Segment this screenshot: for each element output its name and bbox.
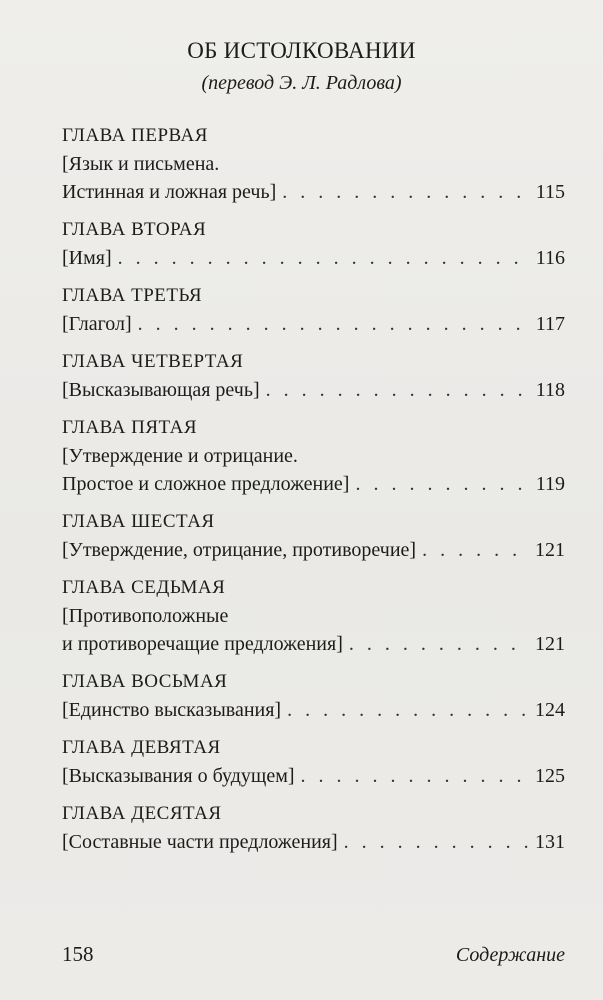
chapter-title: Простое и сложное предложение]	[62, 473, 350, 495]
chapter-heading: ГЛАВА ЧЕТВЕРТАЯ	[62, 351, 244, 372]
toc-chapter	[62, 508, 565, 564]
toc-entry-row[interactable]	[62, 536, 565, 564]
toc-entry-row[interactable]	[62, 762, 565, 790]
chapter-heading: ГЛАВА СЕДЬМАЯ	[62, 577, 226, 598]
toc-chapter	[62, 574, 565, 658]
chapter-heading: ГЛАВА ДЕВЯТАЯ	[62, 737, 221, 758]
toc-chapter	[62, 282, 565, 338]
section-title: ОБ ИСТОЛКОВАНИИ	[187, 38, 416, 63]
dot-leader	[344, 828, 529, 856]
chapter-title: Истинная и ложная речь]	[62, 181, 277, 203]
running-title: Содержание	[455, 944, 565, 966]
chapter-heading: ГЛАВА ШЕСТАЯ	[62, 511, 215, 532]
table-of-contents	[62, 122, 565, 856]
chapter-heading: ГЛАВА ПЕРВАЯ	[62, 125, 208, 146]
dot-leader	[118, 244, 530, 272]
dot-leader	[355, 470, 529, 498]
toc-entry-row[interactable]	[62, 244, 565, 272]
dot-leader	[422, 536, 529, 564]
page-number: 158	[62, 942, 94, 966]
toc-entry-row[interactable]	[62, 696, 565, 724]
dot-leader	[349, 630, 529, 658]
chapter-title-line: [Противоположные	[62, 605, 229, 627]
toc-entry-row[interactable]	[62, 376, 565, 404]
toc-chapter	[62, 122, 565, 206]
chapter-page-number: 118	[535, 379, 565, 401]
chapter-title: [Глагол]	[62, 313, 132, 335]
chapter-page-number: 116	[535, 247, 565, 269]
toc-chapter	[62, 734, 565, 790]
toc-chapter	[62, 800, 565, 856]
chapter-page-number: 121	[535, 633, 565, 655]
dot-leader	[266, 376, 530, 404]
chapter-title: [Высказывания о будущем]	[62, 765, 295, 787]
chapter-heading: ГЛАВА ТРЕТЬЯ	[62, 285, 203, 306]
chapter-heading: ГЛАВА ВОСЬМАЯ	[62, 671, 228, 692]
toc-chapter	[62, 414, 565, 498]
chapter-heading: ГЛАВА ПЯТАЯ	[62, 417, 198, 438]
dot-leader	[287, 696, 529, 724]
chapter-title: [Имя]	[62, 247, 112, 269]
dot-leader	[282, 178, 529, 206]
chapter-title: и противоречащие предложения]	[62, 633, 343, 655]
chapter-heading: ГЛАВА ДЕСЯТАЯ	[62, 803, 222, 824]
chapter-page-number: 115	[535, 181, 565, 203]
toc-chapter	[62, 348, 565, 404]
toc-entry-row[interactable]	[62, 178, 565, 206]
chapter-page-number: 121	[535, 539, 565, 561]
chapter-page-number: 131	[535, 831, 565, 853]
toc-entry-row[interactable]	[62, 470, 565, 498]
translator-note: (перевод Э. Л. Радлова)	[201, 72, 402, 94]
chapter-page-number: 117	[535, 313, 565, 335]
chapter-title-line: [Язык и письмена.	[62, 153, 220, 175]
toc-chapter	[62, 216, 565, 272]
chapter-heading: ГЛАВА ВТОРАЯ	[62, 219, 207, 240]
chapter-title: [Высказывающая речь]	[62, 379, 260, 401]
chapter-title: [Утверждение, отрицание, противоречие]	[62, 539, 417, 561]
toc-entry-row[interactable]	[62, 828, 565, 856]
chapter-page-number: 124	[535, 699, 565, 721]
chapter-title-line: [Утверждение и отрицание.	[62, 445, 298, 467]
chapter-page-number: 125	[535, 765, 565, 787]
toc-chapter	[62, 668, 565, 724]
chapter-page-number: 119	[535, 473, 565, 495]
toc-entry-row[interactable]	[62, 630, 565, 658]
chapter-title: [Единство высказывания]	[62, 699, 282, 721]
chapter-title: [Составные части предложения]	[62, 831, 338, 853]
toc-entry-row[interactable]	[62, 310, 565, 338]
dot-leader	[301, 762, 529, 790]
dot-leader	[138, 310, 530, 338]
